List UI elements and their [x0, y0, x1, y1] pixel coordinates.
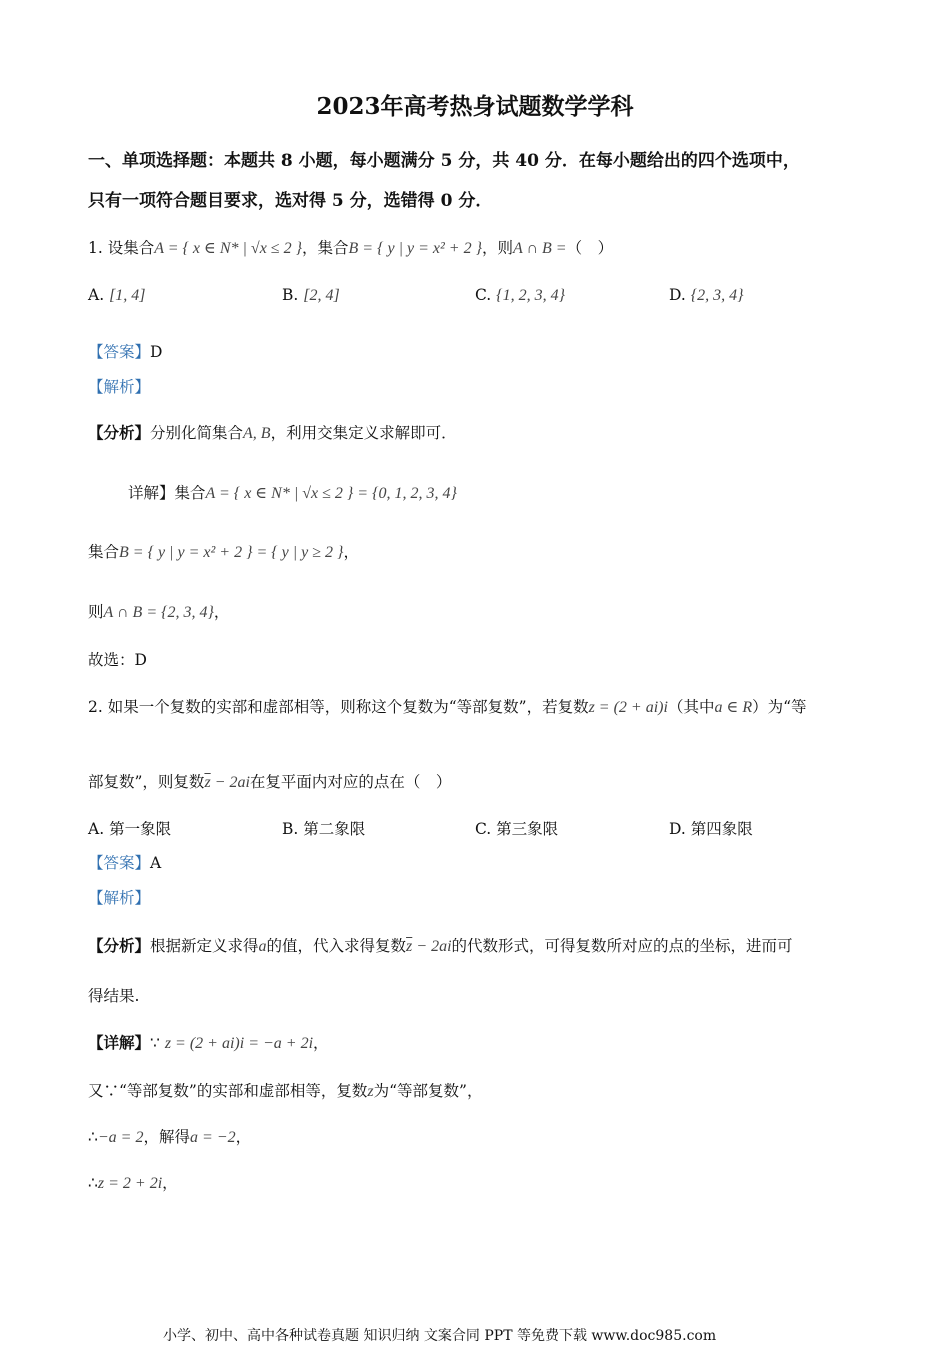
- q1-answer: 【答案】D: [88, 343, 163, 361]
- section-heading-line2: 只有一项符合题目要求，选对得 5 分，选错得 0 分．: [88, 191, 493, 211]
- q1-line-b: 集合B = { y | y = x² + 2 } = { y | y ≥ 2 }，: [88, 543, 359, 561]
- q1-conclusion: 故选：D: [88, 651, 147, 669]
- q2-line4: ∴z = 2 + 2i，: [88, 1174, 178, 1192]
- q2-option-d: D. 第四象限: [669, 820, 753, 838]
- q1-stem-prefix: 1. 设集合: [88, 239, 155, 257]
- q2-option-a: A. 第一象限: [88, 820, 172, 838]
- q1-stem-then: ，则: [481, 239, 513, 257]
- page-title: 2023年高考热身试题数学学科: [316, 93, 634, 120]
- q2-line2: 又∵“等部复数”的实部和虚部相等，复数z为“等部复数”，: [88, 1082, 483, 1100]
- section-heading-line1: 一、单项选择题：本题共 8 小题，每小题满分 5 分，共 40 分．在每小题给出的四个选项中，: [88, 151, 800, 171]
- q1-paren: （ ）: [566, 239, 614, 257]
- q1-option-c: C. {1, 2, 3, 4}: [475, 286, 565, 304]
- q2-stem-line2: 部复数”，则复数$\overline{z} - 2ai$在复平面内对应的点在（ ）: [88, 773, 452, 791]
- q2-option-b: B. 第二象限: [282, 820, 366, 838]
- q1-analysis-tag: 【解析】: [88, 378, 151, 396]
- q2-detail: 【详解】∵ z = (2 + ai)i = −a + 2i，: [88, 1033, 329, 1052]
- q1-set-b: B = { y | y = x² + 2 }: [348, 240, 482, 257]
- q1-detail: 详解】集合A = { x ∈ N* | √x ≤ 2 } = {0, 1, 2, 3, 4}: [128, 484, 457, 502]
- q1-option-b: B. [2, 4]: [282, 286, 340, 304]
- q1-set-a: A = { x ∈ N* | √x ≤ 2 }: [154, 240, 302, 257]
- q2-line3: ∴−a = 2，解得a = −2，: [88, 1128, 252, 1146]
- q1-fenxi: 【分析】分别化简集合A, B，利用交集定义求解即可．: [88, 423, 457, 442]
- q1-option-a: A. [1, 4]: [88, 286, 146, 304]
- q2-fenxi-cont: 得结果.: [88, 987, 140, 1005]
- q2-fenxi: 【分析】根据新定义求得a的值，代入求得复数$\overline{z} - 2ai$的代数形式，可得复数所对应的点的坐标，进而可: [88, 936, 793, 955]
- q1-line-c: 则A ∩ B = {2, 3, 4}，: [88, 603, 230, 621]
- footer-text: 小学、初中、高中各种试卷真题 知识归纳 文案合同 PPT 等免费下载 www.doc985.com: [163, 1328, 717, 1344]
- q2-option-c: C. 第三象限: [475, 820, 559, 838]
- q1-stem: [88, 236, 613, 258]
- q2-answer: 【答案】A: [88, 854, 162, 872]
- q1-intersect: A ∩ B =: [512, 240, 567, 257]
- q1-option-d: D. {2, 3, 4}: [669, 286, 744, 304]
- q2-stem-line1: 2. 如果一个复数的实部和虚部相等，则称这个复数为“等部复数”，若复数z = (2 + ai)i（其中a ∈ R）为“等: [88, 698, 807, 716]
- q1-stem-mid: ，集合: [301, 239, 349, 257]
- q2-analysis-tag: 【解析】: [88, 889, 151, 907]
